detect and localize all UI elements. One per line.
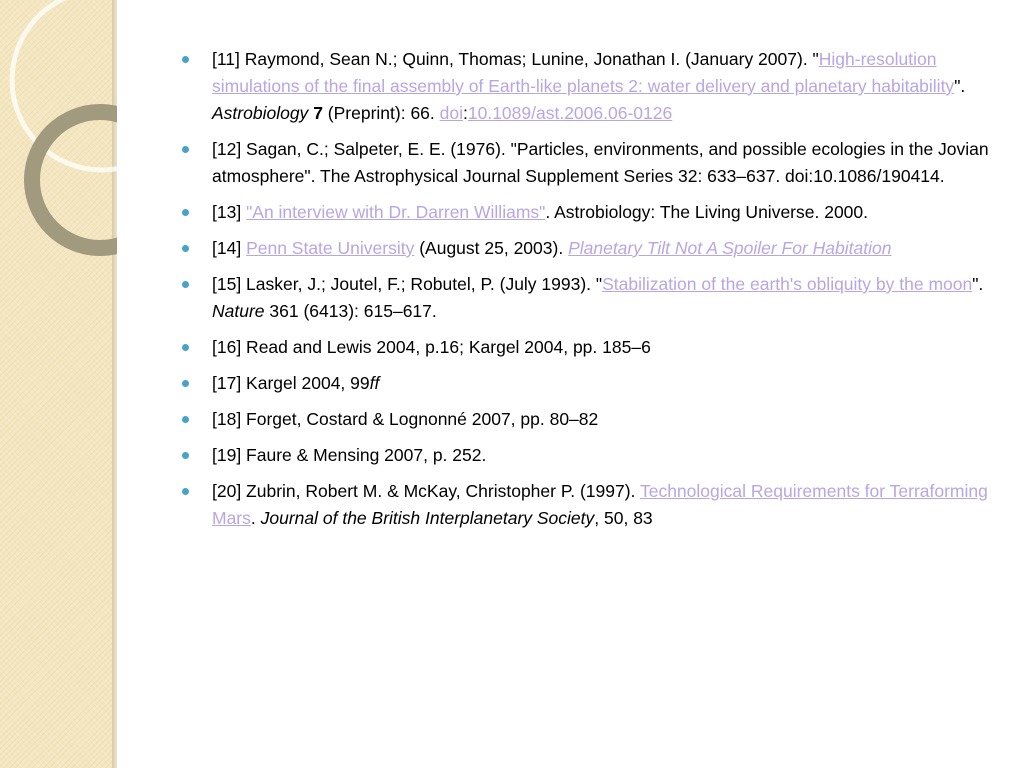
bullet-icon — [182, 452, 189, 459]
reference-20 — [180, 478, 995, 532]
reference-18 — [180, 406, 995, 433]
reference-text: [15] Lasker, J.; Joutel, F.; Robutel, P. (July 1993). " — [212, 274, 603, 294]
bullet-icon — [182, 380, 189, 387]
reference-link-terraforming[interactable]: Technological Requirements for Terraforming Mars — [212, 481, 988, 528]
reference-text: [11] Raymond, Sean N.; Quinn, Thomas; Lunine, Jonathan I. (January 2007). " — [212, 49, 819, 69]
reference-16 — [180, 334, 995, 361]
bullet-icon — [182, 488, 189, 495]
reference-link-interview[interactable]: "An interview with Dr. Darren Williams" — [246, 202, 546, 222]
bullet-icon — [182, 146, 189, 153]
reference-11 — [180, 46, 995, 127]
reference-link-obliquity[interactable]: Stabilization of the earth's obliquity by the moon — [602, 274, 973, 294]
reference-17 — [180, 370, 995, 397]
doi-label-link[interactable]: doi — [439, 103, 463, 123]
reference-text: [16] Read and Lewis 2004, p.16; Kargel 2004, pp. 185–6 — [212, 337, 651, 357]
reference-list — [180, 46, 995, 532]
reference-13 — [180, 199, 995, 226]
bullet-icon — [182, 209, 189, 216]
journal-name: Astrobiology — [212, 103, 309, 123]
reference-text: (Preprint): 66. — [322, 103, 440, 123]
journal-name: Nature — [212, 301, 265, 321]
volume-number: 7 — [313, 103, 323, 123]
reference-text: . Astrobiology: The Living Universe. 2000. — [545, 202, 868, 222]
decorative-ring-top — [12, 0, 117, 170]
reference-text: ". — [954, 76, 966, 96]
bullet-icon — [182, 56, 189, 63]
reference-text: , 50, 83 — [594, 508, 653, 528]
reference-text: [14] — [212, 238, 247, 258]
reference-14 — [180, 235, 995, 262]
reference-text: . — [250, 508, 261, 528]
decorative-ring-middle — [32, 112, 117, 248]
reference-text: ". — [972, 274, 984, 294]
reference-text: (August 25, 2003). — [414, 238, 569, 258]
reference-text: [13] — [212, 202, 247, 222]
reference-text: : — [463, 103, 468, 123]
reference-text: [17] Kargel 2004, 99 — [212, 373, 370, 393]
bullet-icon — [182, 344, 189, 351]
doi-link[interactable]: 10.1089/ast.2006.06-0126 — [467, 103, 673, 123]
reference-link-planetary-tilt[interactable]: Planetary Tilt Not A Spoiler For Habitation — [568, 238, 892, 258]
reference-text: [19] Faure & Mensing 2007, p. 252. — [212, 445, 487, 465]
reference-15 — [180, 271, 995, 325]
reference-text: [12] Sagan, C.; Salpeter, E. E. (1976). "Particles, environments, and possible ecologies in the Jovian atmosphere". The Astrophysical Journal Supplement Series 32: 633–637. doi:10.1086/190414. — [212, 139, 989, 186]
reference-text-italic: ff — [369, 373, 380, 393]
reference-link-high-resolution[interactable]: High-resolution simulations of the final assembly of Earth-like planets 2: water delivery and planetary habitability — [212, 49, 955, 96]
reference-text: [18] Forget, Costard & Lognonné 2007, pp. 80–82 — [212, 409, 599, 429]
reference-12 — [180, 136, 995, 190]
bullet-icon — [182, 281, 189, 288]
bullet-icon — [182, 245, 189, 252]
bullet-icon — [182, 416, 189, 423]
references-slide — [180, 46, 995, 541]
reference-text: [20] Zubrin, Robert M. & McKay, Christopher P. (1997). — [212, 481, 640, 501]
reference-19 — [180, 442, 995, 469]
reference-link-penn-state[interactable]: Penn State University — [246, 238, 415, 258]
decorative-rings — [0, 0, 117, 768]
journal-name: Journal of the British Interplanetary Society — [260, 508, 595, 528]
reference-text: 361 (6413): 615–617. — [264, 301, 437, 321]
